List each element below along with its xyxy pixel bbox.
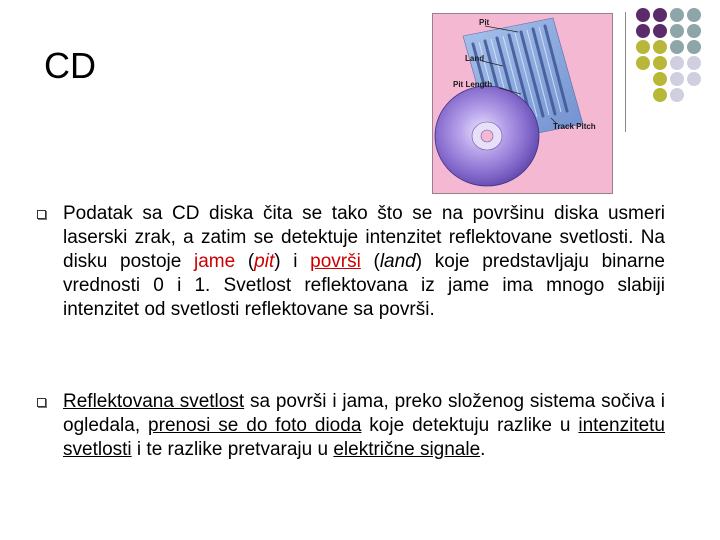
decorative-dot <box>636 56 650 70</box>
decorative-dot <box>687 56 701 70</box>
decorative-dot <box>653 56 667 70</box>
text-segment: sa površi i jama, preko složenog sistema sočiva i ogledala, <box>63 391 666 436</box>
text-segment: intenzitetu svetlosti <box>63 415 666 460</box>
land-label: Land <box>465 54 485 63</box>
decorative-dot <box>687 8 701 22</box>
text-segment: ( <box>360 251 380 272</box>
decorative-dot <box>687 24 701 38</box>
divider-line <box>625 12 626 132</box>
decorative-dot <box>687 40 701 54</box>
decorative-dot <box>653 88 667 102</box>
cd-illustration <box>432 13 613 194</box>
text-segment: ) koje predstavljaju binarne vrednosti 0 i 1. Svetlost reflektovana iz jame ima mnogo slabiji intenzitet od svetlosti reflektovane sa površi. <box>63 251 665 320</box>
text-segment: ) i <box>274 251 311 272</box>
text-segment: Podatak sa CD diska čita se tako što se na površinu diska usmeri laserski zrak, a zatim se detektuje intenzitet reflektovane svetlosti. Na disku postoje <box>63 203 665 272</box>
decorative-dots <box>636 8 716 108</box>
decorative-dot <box>653 24 667 38</box>
decorative-dot <box>670 72 684 86</box>
decorative-dot <box>670 8 684 22</box>
pit-length-label: Pit Length <box>453 80 493 89</box>
text-segment: ( <box>235 251 255 272</box>
bullet-paragraph-1 <box>63 202 665 322</box>
decorative-dot <box>687 72 701 86</box>
text-segment: prenosi se do foto dioda <box>148 415 362 436</box>
text-segment: i te razlike pretvaraju u <box>131 439 334 460</box>
decorative-dot <box>670 24 684 38</box>
text-segment: koje detektuju razlike u <box>361 415 579 436</box>
cd-surface-graphic <box>433 14 612 193</box>
decorative-dot <box>636 24 650 38</box>
decorative-dot <box>653 8 667 22</box>
text-segment: land <box>379 251 416 272</box>
slide-title: CD <box>44 45 96 86</box>
text-segment: Reflektovana svetlost <box>63 391 245 412</box>
decorative-dot <box>670 56 684 70</box>
text-segment: . <box>480 439 486 460</box>
decorative-dot <box>653 40 667 54</box>
text-segment: jame <box>193 251 236 272</box>
pit-label: Pit <box>479 18 490 27</box>
track-pitch-label: Track Pitch <box>553 122 596 131</box>
text-segment: pit <box>254 251 275 272</box>
bullet-icon <box>37 398 46 407</box>
decorative-dot <box>670 40 684 54</box>
bullet-icon <box>37 210 46 219</box>
decorative-dot <box>653 72 667 86</box>
bullet-paragraph-2 <box>63 390 665 462</box>
text-segment: električne signale <box>333 439 481 460</box>
text-segment: površi <box>310 251 361 272</box>
decorative-dot <box>636 40 650 54</box>
decorative-dot <box>670 88 684 102</box>
decorative-dot <box>636 8 650 22</box>
